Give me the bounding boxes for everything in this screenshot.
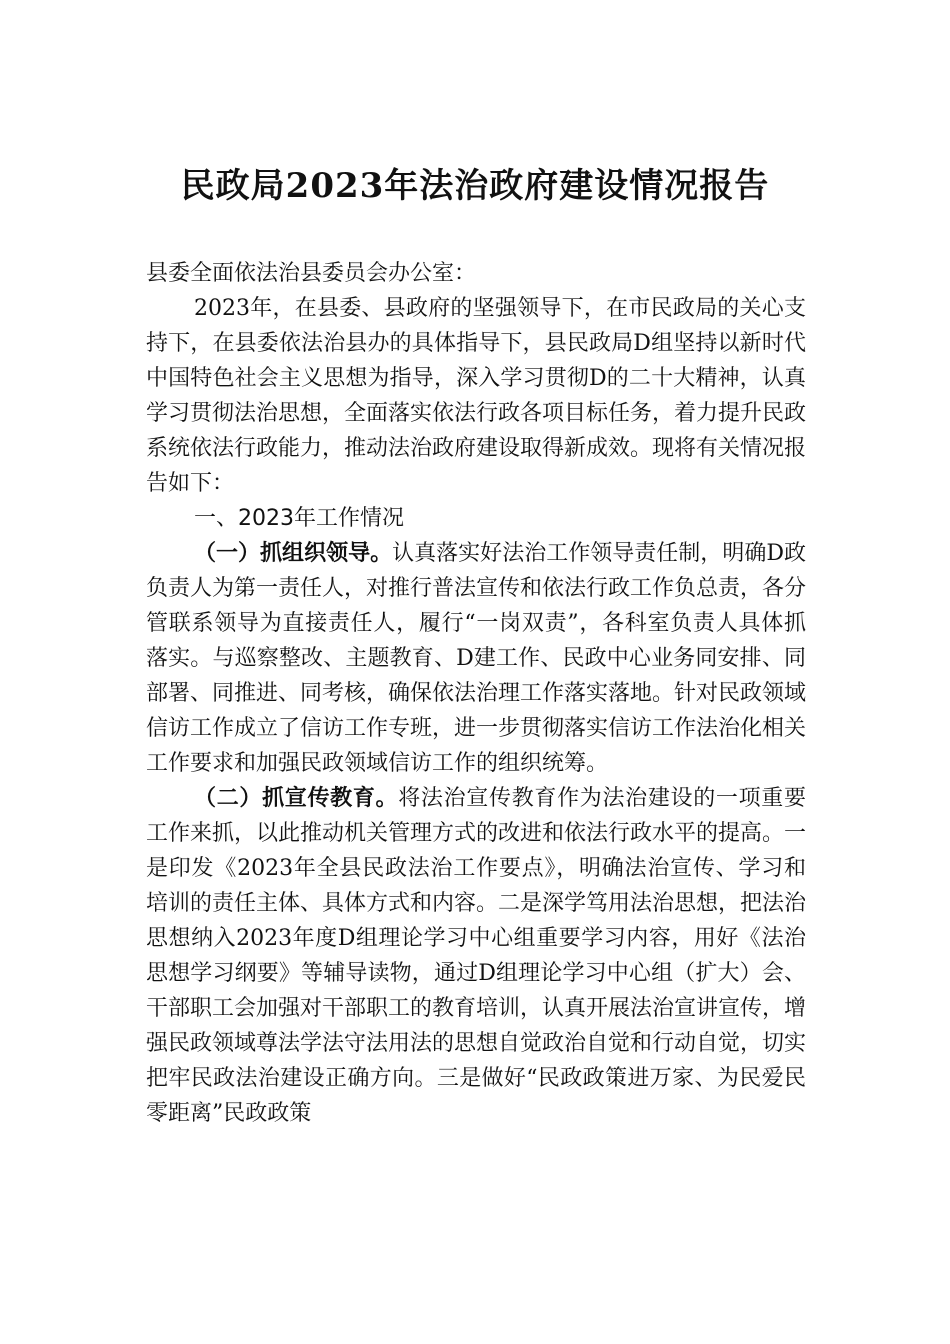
intro-paragraph: 2023年，在县委、县政府的坚强领导下，在市民政局的关心支持下，在县委依法治县办的具体指导下，县民政局D组坚持以新时代中国特色社会主义思想为指导，深入学习贯彻D的二十大精神，认真学习贯彻法治思想，全面落实依法行政各项目标任务，着力提升民政系统依法行政能力，推动法治政府建设取得新成效。现将有关情况报告如下： [146, 296, 807, 496]
paragraph-text: 将法治宣传教育作为法治建设的一项重要工作来抓，以此推动机关管理方式的改进和依法行政水平的提高。一是印发《2023年全县民政法治工作要点》，明确法治宣传、学习和培训的责任主体、具体方式和内容。二是深学笃用法治思想，把法治思想纳入2023年度D组理论学习中心组重要学习内容，用好《法治思想学习纲要》等辅导读物，通过D组理论学习中心组（扩大）会、干部职工会加强对干部职工的教育培训，认真开展法治宣讲宣传，增强民政领域尊法学法守法用法的思想自觉政治自觉和行动自觉，切实把牢民政法治建设正确方向。三是做好“民政政策进万家、为民爱民零距离”民政政策 [146, 786, 807, 1126]
paragraph-organization [146, 536, 806, 781]
paragraph-lead: （二）抓宣传教育。 [194, 785, 399, 811]
section-heading: 一、2023年工作情况 [194, 506, 404, 531]
paragraph-education [146, 781, 806, 1131]
document-title: 民政局2023年法治政府建设情况报告 [180, 166, 770, 206]
document-body [146, 256, 806, 1131]
recipient-line: 县委全面依法治县委员会办公室： [146, 261, 477, 286]
paragraph-lead: （一）抓组织领导。 [194, 540, 393, 566]
paragraph-text: 认真落实好法治工作领导责任制，明确D政负责人为第一责任人，对推行普法宣传和依法行政工作负总责，各分管联系领导为直接责任人，履行“一岗双责”，各科室负责人具体抓落实。与巡察整改、主题教育、D建工作、民政中心业务同安排、同部署、同推进、同考核，确保依法治理工作落实落地。针对民政领域信访工作成立了信访工作专班，进一步贯彻落实信访工作法治化相关工作要求和加强民政领域信访工作的组织统筹。 [146, 541, 807, 776]
